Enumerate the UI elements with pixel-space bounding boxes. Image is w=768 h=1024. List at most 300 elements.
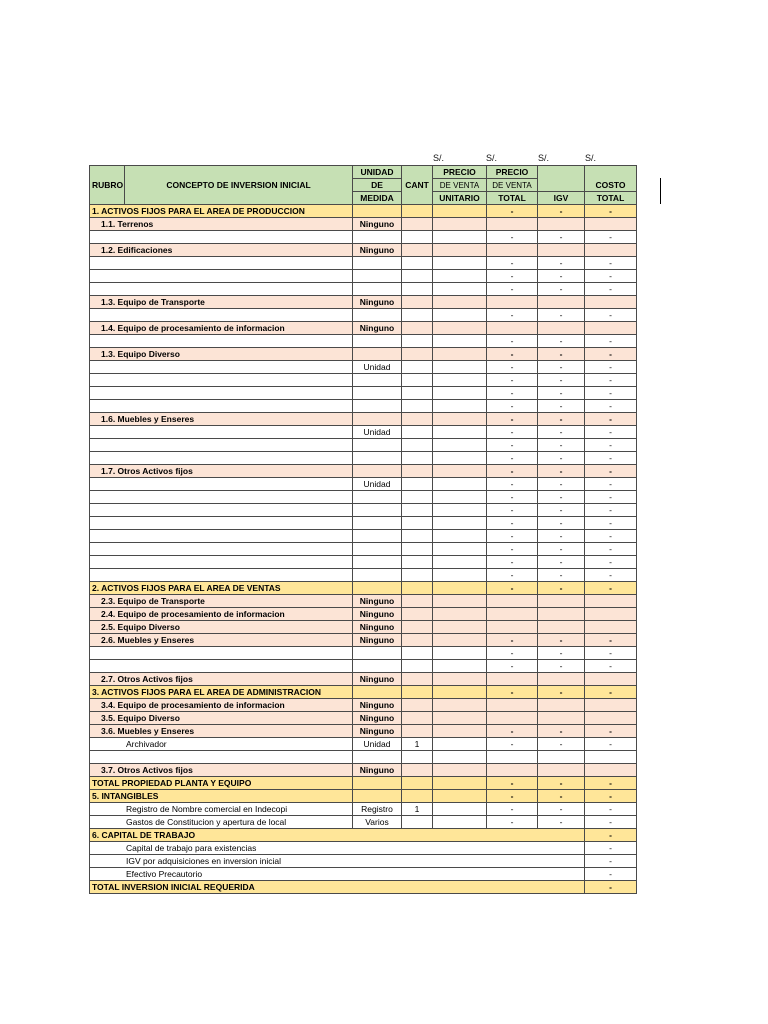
unit-cell[interactable]	[353, 348, 402, 361]
qty-cell[interactable]	[402, 634, 433, 647]
precio-total-cell[interactable]	[487, 621, 538, 634]
igv-cell[interactable]: -	[538, 257, 585, 270]
header-igv-blank[interactable]	[538, 166, 585, 192]
igv-cell[interactable]: -	[538, 270, 585, 283]
unit-cell[interactable]	[353, 530, 402, 543]
unit-cell[interactable]	[353, 660, 402, 673]
qty-cell[interactable]	[402, 218, 433, 231]
costo-total-cell[interactable]: -	[585, 777, 637, 790]
precio-total-cell[interactable]: -	[487, 283, 538, 296]
precio-total-cell[interactable]: -	[487, 205, 538, 218]
concept-cell[interactable]	[90, 426, 353, 439]
unit-cell[interactable]: Varios	[353, 816, 402, 829]
unit-cell[interactable]	[353, 777, 402, 790]
costo-total-cell[interactable]: -	[585, 504, 637, 517]
concept-cell[interactable]	[90, 751, 353, 764]
igv-cell[interactable]: -	[538, 556, 585, 569]
precio-total-cell[interactable]: -	[487, 556, 538, 569]
precio-total-cell[interactable]: -	[487, 660, 538, 673]
qty-cell[interactable]	[402, 621, 433, 634]
precio-unitario-cell[interactable]	[433, 790, 487, 803]
precio-total-cell[interactable]	[487, 751, 538, 764]
precio-total-cell[interactable]: -	[487, 452, 538, 465]
qty-cell[interactable]	[402, 465, 433, 478]
costo-total-cell[interactable]: -	[585, 465, 637, 478]
costo-total-cell[interactable]: -	[585, 530, 637, 543]
unit-cell[interactable]	[353, 491, 402, 504]
precio-unitario-cell[interactable]	[433, 634, 487, 647]
precio-unitario-cell[interactable]	[433, 517, 487, 530]
costo-total-cell[interactable]: -	[585, 556, 637, 569]
igv-cell[interactable]: -	[538, 816, 585, 829]
precio-unitario-cell[interactable]	[433, 803, 487, 816]
costo-total-cell[interactable]: -	[585, 582, 637, 595]
igv-cell[interactable]: -	[538, 725, 585, 738]
unit-cell[interactable]: Ninguno	[353, 595, 402, 608]
precio-unitario-cell[interactable]	[433, 530, 487, 543]
concept-cell[interactable]: Efectivo Precautorio	[90, 868, 585, 881]
unit-cell[interactable]: Ninguno	[353, 608, 402, 621]
igv-cell[interactable]: -	[538, 413, 585, 426]
unit-cell[interactable]	[353, 465, 402, 478]
concept-cell[interactable]: TOTAL PROPIEDAD PLANTA Y EQUIPO	[90, 777, 353, 790]
concept-cell[interactable]	[90, 374, 353, 387]
qty-cell[interactable]	[402, 413, 433, 426]
igv-cell[interactable]: -	[538, 803, 585, 816]
unit-cell[interactable]: Registro	[353, 803, 402, 816]
precio-unitario-cell[interactable]	[433, 374, 487, 387]
precio-unitario-cell[interactable]	[433, 751, 487, 764]
costo-total-cell[interactable]	[585, 621, 637, 634]
precio-unitario-cell[interactable]	[433, 387, 487, 400]
igv-cell[interactable]	[538, 322, 585, 335]
precio-total-cell[interactable]: -	[487, 790, 538, 803]
concept-cell[interactable]: 1.7. Otros Activos fijos	[90, 465, 353, 478]
concept-cell[interactable]: 3.6. Muebles y Enseres	[90, 725, 353, 738]
concept-cell[interactable]: 3.5. Equipo Diverso	[90, 712, 353, 725]
qty-cell[interactable]	[402, 231, 433, 244]
igv-cell[interactable]	[538, 218, 585, 231]
precio-unitario-cell[interactable]	[433, 400, 487, 413]
qty-cell[interactable]	[402, 556, 433, 569]
unit-cell[interactable]: Ninguno	[353, 634, 402, 647]
costo-total-cell[interactable]: -	[585, 400, 637, 413]
costo-total-cell[interactable]	[585, 322, 637, 335]
concept-cell[interactable]	[90, 257, 353, 270]
precio-unitario-cell[interactable]	[433, 491, 487, 504]
costo-total-cell[interactable]: -	[585, 270, 637, 283]
igv-cell[interactable]	[538, 673, 585, 686]
concept-cell[interactable]	[90, 270, 353, 283]
concept-cell[interactable]	[90, 335, 353, 348]
precio-unitario-cell[interactable]	[433, 673, 487, 686]
igv-cell[interactable]: -	[538, 530, 585, 543]
precio-total-cell[interactable]: -	[487, 530, 538, 543]
qty-cell[interactable]	[402, 777, 433, 790]
precio-unitario-cell[interactable]	[433, 478, 487, 491]
concept-cell[interactable]: 2.6. Muebles y Enseres	[90, 634, 353, 647]
precio-total-cell[interactable]: -	[487, 257, 538, 270]
header-igv[interactable]: IGV	[538, 192, 585, 205]
concept-cell[interactable]	[90, 569, 353, 582]
costo-total-cell[interactable]: -	[585, 738, 637, 751]
concept-cell[interactable]	[90, 647, 353, 660]
igv-cell[interactable]: -	[538, 439, 585, 452]
unit-cell[interactable]: Ninguno	[353, 712, 402, 725]
header-precio-unitario[interactable]: UNITARIO	[433, 192, 487, 205]
precio-total-cell[interactable]	[487, 218, 538, 231]
unit-cell[interactable]: Ninguno	[353, 673, 402, 686]
costo-total-cell[interactable]: -	[585, 686, 637, 699]
qty-cell[interactable]	[402, 361, 433, 374]
concept-cell[interactable]	[90, 530, 353, 543]
concept-cell[interactable]: IGV por adquisiciones en inversion inicial	[90, 855, 585, 868]
unit-cell[interactable]: Unidad	[353, 361, 402, 374]
header-costo-total[interactable]: TOTAL	[585, 192, 637, 205]
qty-cell[interactable]	[402, 790, 433, 803]
precio-unitario-cell[interactable]	[433, 543, 487, 556]
concept-cell[interactable]	[90, 517, 353, 530]
qty-cell[interactable]	[402, 699, 433, 712]
costo-total-cell[interactable]: -	[585, 816, 637, 829]
concept-cell[interactable]	[90, 387, 353, 400]
igv-cell[interactable]: -	[538, 582, 585, 595]
unit-cell[interactable]	[353, 374, 402, 387]
precio-unitario-cell[interactable]	[433, 413, 487, 426]
concept-cell[interactable]: Registro de Nombre comercial en Indecopi	[90, 803, 353, 816]
precio-total-cell[interactable]	[487, 244, 538, 257]
concept-cell[interactable]: 1.3. Equipo Diverso	[90, 348, 353, 361]
unit-cell[interactable]: Ninguno	[353, 218, 402, 231]
igv-cell[interactable]	[538, 751, 585, 764]
precio-total-cell[interactable]: -	[487, 816, 538, 829]
unit-cell[interactable]	[353, 569, 402, 582]
concept-cell[interactable]: Capital de trabajo para existencias	[90, 842, 585, 855]
qty-cell[interactable]	[402, 452, 433, 465]
qty-cell[interactable]	[402, 335, 433, 348]
precio-unitario-cell[interactable]	[433, 244, 487, 257]
concept-cell[interactable]	[90, 478, 353, 491]
qty-cell[interactable]	[402, 491, 433, 504]
precio-total-cell[interactable]: -	[487, 569, 538, 582]
concept-cell[interactable]: 2.3. Equipo de Transporte	[90, 595, 353, 608]
precio-unitario-cell[interactable]	[433, 699, 487, 712]
precio-total-cell[interactable]: -	[487, 335, 538, 348]
precio-total-cell[interactable]	[487, 699, 538, 712]
unit-cell[interactable]	[353, 439, 402, 452]
concept-cell[interactable]	[90, 309, 353, 322]
precio-total-cell[interactable]: -	[487, 777, 538, 790]
precio-unitario-cell[interactable]	[433, 426, 487, 439]
igv-cell[interactable]: -	[538, 738, 585, 751]
concept-cell[interactable]: 2.5. Equipo Diverso	[90, 621, 353, 634]
igv-cell[interactable]	[538, 595, 585, 608]
concept-cell[interactable]	[90, 543, 353, 556]
precio-unitario-cell[interactable]	[433, 582, 487, 595]
costo-total-cell[interactable]: -	[585, 855, 637, 868]
precio-unitario-cell[interactable]	[433, 712, 487, 725]
header-precio-total[interactable]: TOTAL	[487, 192, 538, 205]
precio-total-cell[interactable]: -	[487, 426, 538, 439]
header-rubro[interactable]: RUBRO	[90, 166, 125, 205]
unit-cell[interactable]	[353, 517, 402, 530]
precio-unitario-cell[interactable]	[433, 569, 487, 582]
precio-total-cell[interactable]: -	[487, 543, 538, 556]
costo-total-cell[interactable]: -	[585, 634, 637, 647]
precio-total-cell[interactable]: -	[487, 309, 538, 322]
igv-cell[interactable]: -	[538, 400, 585, 413]
qty-cell[interactable]	[402, 816, 433, 829]
costo-total-cell[interactable]: -	[585, 205, 637, 218]
precio-unitario-cell[interactable]	[433, 335, 487, 348]
costo-total-cell[interactable]: -	[585, 491, 637, 504]
unit-cell[interactable]: Ninguno	[353, 244, 402, 257]
unit-cell[interactable]	[353, 387, 402, 400]
concept-cell[interactable]: 2.7. Otros Activos fijos	[90, 673, 353, 686]
unit-cell[interactable]	[353, 335, 402, 348]
unit-cell[interactable]	[353, 686, 402, 699]
costo-total-cell[interactable]: -	[585, 725, 637, 738]
precio-unitario-cell[interactable]	[433, 595, 487, 608]
qty-cell[interactable]	[402, 387, 433, 400]
costo-total-cell[interactable]	[585, 218, 637, 231]
precio-unitario-cell[interactable]	[433, 231, 487, 244]
precio-unitario-cell[interactable]	[433, 647, 487, 660]
costo-total-cell[interactable]: -	[585, 361, 637, 374]
unit-cell[interactable]	[353, 231, 402, 244]
qty-cell[interactable]: 1	[402, 738, 433, 751]
concept-cell[interactable]	[90, 283, 353, 296]
igv-cell[interactable]: -	[538, 647, 585, 660]
precio-total-cell[interactable]	[487, 608, 538, 621]
costo-total-cell[interactable]: -	[585, 829, 637, 842]
costo-total-cell[interactable]: -	[585, 452, 637, 465]
precio-total-cell[interactable]: -	[487, 231, 538, 244]
costo-total-cell[interactable]: -	[585, 335, 637, 348]
precio-total-cell[interactable]: -	[487, 270, 538, 283]
precio-total-cell[interactable]: -	[487, 374, 538, 387]
precio-unitario-cell[interactable]	[433, 439, 487, 452]
header-unidad[interactable]: MEDIDA	[353, 192, 402, 205]
precio-unitario-cell[interactable]	[433, 361, 487, 374]
concept-cell[interactable]: 1. ACTIVOS FIJOS PARA EL AREA DE PRODUCCION	[90, 205, 353, 218]
igv-cell[interactable]: -	[538, 686, 585, 699]
igv-cell[interactable]	[538, 244, 585, 257]
costo-total-cell[interactable]: -	[585, 543, 637, 556]
igv-cell[interactable]: -	[538, 634, 585, 647]
qty-cell[interactable]	[402, 608, 433, 621]
concept-cell[interactable]: 1.2. Edificaciones	[90, 244, 353, 257]
precio-total-cell[interactable]: -	[487, 465, 538, 478]
qty-cell[interactable]	[402, 270, 433, 283]
costo-total-cell[interactable]: -	[585, 283, 637, 296]
precio-unitario-cell[interactable]	[433, 621, 487, 634]
unit-cell[interactable]: Ninguno	[353, 296, 402, 309]
precio-unitario-cell[interactable]	[433, 283, 487, 296]
unit-cell[interactable]: Ninguno	[353, 322, 402, 335]
qty-cell[interactable]	[402, 582, 433, 595]
concept-cell[interactable]: 1.6. Muebles y Enseres	[90, 413, 353, 426]
unit-cell[interactable]	[353, 413, 402, 426]
unit-cell[interactable]	[353, 309, 402, 322]
header-costo-total[interactable]: COSTO	[585, 166, 637, 192]
concept-cell[interactable]: 3.4. Equipo de procesamiento de informacion	[90, 699, 353, 712]
concept-cell[interactable]: TOTAL INVERSION INICIAL REQUERIDA	[90, 881, 585, 894]
igv-cell[interactable]: -	[538, 543, 585, 556]
qty-cell[interactable]	[402, 504, 433, 517]
qty-cell[interactable]	[402, 647, 433, 660]
concept-cell[interactable]	[90, 439, 353, 452]
costo-total-cell[interactable]: -	[585, 231, 637, 244]
costo-total-cell[interactable]	[585, 244, 637, 257]
header-unidad[interactable]: UNIDAD	[353, 166, 402, 179]
qty-cell[interactable]	[402, 725, 433, 738]
unit-cell[interactable]: Ninguno	[353, 699, 402, 712]
unit-cell[interactable]: Unidad	[353, 478, 402, 491]
qty-cell[interactable]	[402, 517, 433, 530]
precio-unitario-cell[interactable]	[433, 270, 487, 283]
igv-cell[interactable]: -	[538, 309, 585, 322]
costo-total-cell[interactable]: -	[585, 374, 637, 387]
precio-unitario-cell[interactable]	[433, 686, 487, 699]
igv-cell[interactable]: -	[538, 348, 585, 361]
concept-cell[interactable]: 2.4. Equipo de procesamiento de informacion	[90, 608, 353, 621]
igv-cell[interactable]: -	[538, 491, 585, 504]
precio-unitario-cell[interactable]	[433, 660, 487, 673]
unit-cell[interactable]	[353, 647, 402, 660]
precio-total-cell[interactable]: -	[487, 413, 538, 426]
qty-cell[interactable]	[402, 348, 433, 361]
qty-cell[interactable]: 1	[402, 803, 433, 816]
costo-total-cell[interactable]: -	[585, 387, 637, 400]
costo-total-cell[interactable]	[585, 296, 637, 309]
igv-cell[interactable]	[538, 608, 585, 621]
precio-total-cell[interactable]: -	[487, 478, 538, 491]
qty-cell[interactable]	[402, 400, 433, 413]
qty-cell[interactable]	[402, 439, 433, 452]
igv-cell[interactable]: -	[538, 569, 585, 582]
qty-cell[interactable]	[402, 426, 433, 439]
unit-cell[interactable]	[353, 543, 402, 556]
concept-cell[interactable]	[90, 491, 353, 504]
qty-cell[interactable]	[402, 595, 433, 608]
unit-cell[interactable]	[353, 556, 402, 569]
igv-cell[interactable]: -	[538, 205, 585, 218]
igv-cell[interactable]: -	[538, 660, 585, 673]
igv-cell[interactable]: -	[538, 478, 585, 491]
concept-cell[interactable]	[90, 361, 353, 374]
igv-cell[interactable]: -	[538, 452, 585, 465]
costo-total-cell[interactable]	[585, 764, 637, 777]
precio-total-cell[interactable]: -	[487, 803, 538, 816]
igv-cell[interactable]: -	[538, 777, 585, 790]
precio-unitario-cell[interactable]	[433, 348, 487, 361]
costo-total-cell[interactable]	[585, 751, 637, 764]
igv-cell[interactable]	[538, 699, 585, 712]
costo-total-cell[interactable]: -	[585, 647, 637, 660]
precio-total-cell[interactable]: -	[487, 400, 538, 413]
qty-cell[interactable]	[402, 283, 433, 296]
unit-cell[interactable]	[353, 452, 402, 465]
precio-total-cell[interactable]: -	[487, 686, 538, 699]
costo-total-cell[interactable]	[585, 712, 637, 725]
header-concepto[interactable]: CONCEPTO DE INVERSION INICIAL	[125, 166, 353, 205]
precio-unitario-cell[interactable]	[433, 608, 487, 621]
header-precio-total[interactable]: DE VENTA	[487, 179, 538, 192]
header-precio-unitario[interactable]: DE VENTA	[433, 179, 487, 192]
precio-unitario-cell[interactable]	[433, 309, 487, 322]
concept-cell[interactable]: 6. CAPITAL DE TRABAJO	[90, 829, 585, 842]
unit-cell[interactable]: Ninguno	[353, 725, 402, 738]
unit-cell[interactable]	[353, 205, 402, 218]
precio-total-cell[interactable]	[487, 595, 538, 608]
qty-cell[interactable]	[402, 712, 433, 725]
costo-total-cell[interactable]	[585, 673, 637, 686]
igv-cell[interactable]: -	[538, 790, 585, 803]
concept-cell[interactable]: 1.3. Equipo de Transporte	[90, 296, 353, 309]
unit-cell[interactable]	[353, 790, 402, 803]
precio-unitario-cell[interactable]	[433, 296, 487, 309]
qty-cell[interactable]	[402, 530, 433, 543]
concept-cell[interactable]: 1.4. Equipo de procesamiento de informacion	[90, 322, 353, 335]
header-precio-unitario[interactable]: PRECIO	[433, 166, 487, 179]
costo-total-cell[interactable]	[585, 595, 637, 608]
precio-total-cell[interactable]: -	[487, 738, 538, 751]
header-cant[interactable]: CANT	[402, 166, 433, 205]
costo-total-cell[interactable]: -	[585, 517, 637, 530]
precio-total-cell[interactable]: -	[487, 634, 538, 647]
unit-cell[interactable]: Unidad	[353, 426, 402, 439]
costo-total-cell[interactable]: -	[585, 803, 637, 816]
igv-cell[interactable]	[538, 296, 585, 309]
qty-cell[interactable]	[402, 660, 433, 673]
qty-cell[interactable]	[402, 309, 433, 322]
qty-cell[interactable]	[402, 257, 433, 270]
header-precio-total[interactable]: PRECIO	[487, 166, 538, 179]
costo-total-cell[interactable]: -	[585, 881, 637, 894]
concept-cell[interactable]	[90, 556, 353, 569]
costo-total-cell[interactable]: -	[585, 309, 637, 322]
igv-cell[interactable]: -	[538, 231, 585, 244]
qty-cell[interactable]	[402, 673, 433, 686]
costo-total-cell[interactable]: -	[585, 348, 637, 361]
concept-cell[interactable]: 5. INTANGIBLES	[90, 790, 353, 803]
precio-unitario-cell[interactable]	[433, 218, 487, 231]
costo-total-cell[interactable]: -	[585, 842, 637, 855]
precio-unitario-cell[interactable]	[433, 504, 487, 517]
unit-cell[interactable]	[353, 270, 402, 283]
igv-cell[interactable]	[538, 712, 585, 725]
concept-cell[interactable]: Archivador	[90, 738, 353, 751]
unit-cell[interactable]: Unidad	[353, 738, 402, 751]
unit-cell[interactable]	[353, 751, 402, 764]
qty-cell[interactable]	[402, 751, 433, 764]
concept-cell[interactable]: 3. ACTIVOS FIJOS PARA EL AREA DE ADMINISTRACION	[90, 686, 353, 699]
concept-cell[interactable]	[90, 504, 353, 517]
precio-total-cell[interactable]: -	[487, 582, 538, 595]
igv-cell[interactable]	[538, 621, 585, 634]
qty-cell[interactable]	[402, 686, 433, 699]
qty-cell[interactable]	[402, 322, 433, 335]
unit-cell[interactable]	[353, 257, 402, 270]
precio-unitario-cell[interactable]	[433, 322, 487, 335]
precio-total-cell[interactable]	[487, 712, 538, 725]
costo-total-cell[interactable]	[585, 699, 637, 712]
concept-cell[interactable]: Gastos de Constitucion y apertura de local	[90, 816, 353, 829]
costo-total-cell[interactable]: -	[585, 660, 637, 673]
precio-total-cell[interactable]: -	[487, 491, 538, 504]
concept-cell[interactable]	[90, 660, 353, 673]
